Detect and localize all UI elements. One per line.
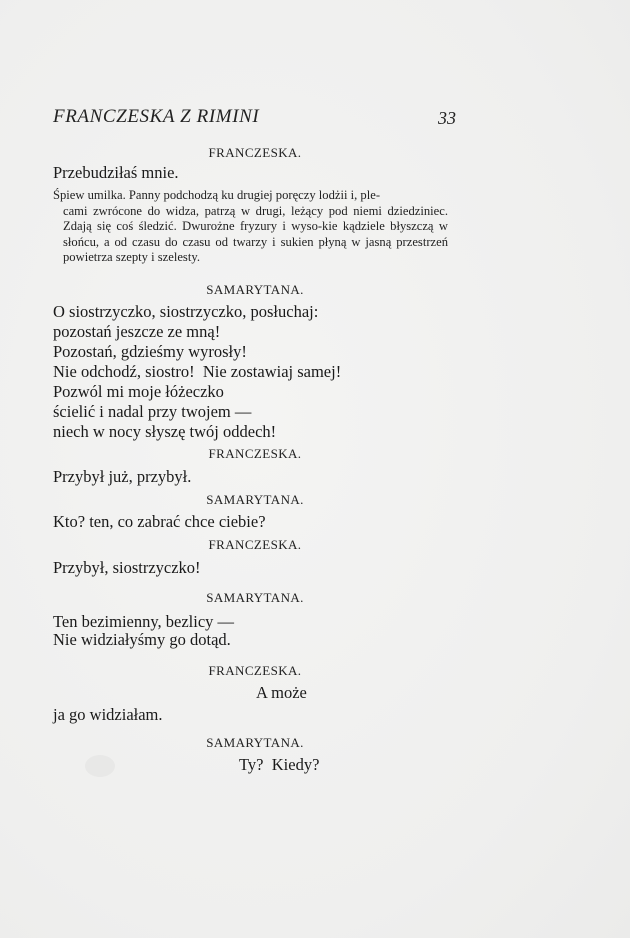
verse-line: ścielić i nadal przy twojem — <box>53 402 252 421</box>
verse-line: Ten bezimienny, bezlicy — <box>53 612 235 631</box>
stage-direction-text: cami zwrócone do widza, patrzą w drugi, leżący pod niemi dziedziniec. Zdają się coś śledzić. Dwurożne fryzury i wyso-kie kądziele błyszczą w słońcu, a od czasu do czasu od twarzy i sukien płyną w jasną przestrzeń powietrza szepty i szelesty. <box>63 203 448 264</box>
verse-line: Przybył już, przybył. <box>53 467 192 486</box>
speaker-label: FRANCZESKA. <box>208 663 302 678</box>
verse-line: Pozwól mi moje łóżeczko <box>53 382 224 401</box>
verse-line: Przebudziłaś mnie. <box>53 163 179 182</box>
paper-smudge <box>85 755 115 777</box>
speaker-label: FRANCZESKA. <box>208 145 302 160</box>
speaker-label: SAMARYTANA. <box>206 590 304 605</box>
verse-line: Pozostań, gdzieśmy wyrosły! <box>53 342 247 361</box>
stage-direction <box>53 188 448 266</box>
verse-line: Kto? ten, co zabrać chce ciebie? <box>53 512 266 531</box>
verse-line: pozostań jeszcze ze mną! <box>53 322 221 341</box>
speaker-label: SAMARYTANA. <box>206 735 304 750</box>
verse-line: niech w nocy słyszę twój oddech! <box>53 422 277 441</box>
verse-line: Przybył, siostrzyczko! <box>53 558 201 577</box>
stage-direction-first-line: Śpiew umilka. Panny podchodzą ku drugiej poręczy lodżii i, ple- <box>53 188 381 202</box>
verse-line: Nie widziałyśmy go dotąd. <box>53 630 231 649</box>
page-number: 33 <box>438 108 456 128</box>
verse-line: ja go widziałam. <box>53 705 163 724</box>
speaker-label: FRANCZESKA. <box>208 446 302 461</box>
verse-line-indented: A może <box>256 683 307 702</box>
running-title: FRANCZESKA Z RIMINI <box>53 106 260 127</box>
verse-line-indented: Ty? Kiedy? <box>239 755 320 774</box>
speaker-label: SAMARYTANA. <box>206 492 304 507</box>
verse-line: Nie odchodź, siostro! Nie zostawiaj samej! <box>53 362 342 381</box>
speaker-label: FRANCZESKA. <box>208 537 302 552</box>
speaker-label: SAMARYTANA. <box>206 282 304 297</box>
verse-line: O siostrzyczko, siostrzyczko, posłuchaj: <box>53 302 319 321</box>
